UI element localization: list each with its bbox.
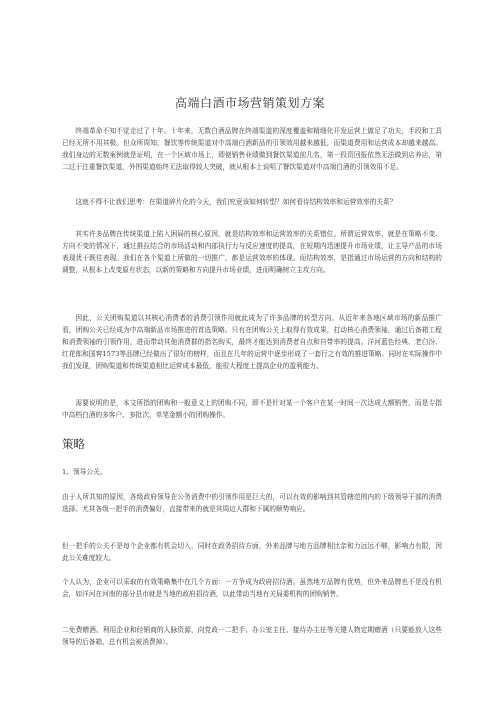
paragraph-intro: 终端革命不知不觉走过了十年。十年来，无数白酒品牌在终端渠道的深度覆盖和精细化开发运营上做足了功夫，手段和工具已经无所不用其极。但众所周知，餐饮等传统渠道对中高端白酒新品的引领效用越来越低，而渠道费用和运营成本却越来越高。我们身边的无数案例就是证明，在一个区域市场上，即便销售业绩做到餐饮渠道前几名，第一段资回报依然无法做到店养店，第二过于注重餐饮渠道，外围渠道始终无法取得较大突破，就从根本上说明了餐饮渠道对中高端白酒的引领效用不足。 <box>62 127 442 171</box>
section-heading: 策略 <box>62 437 85 451</box>
section-paragraph: 但一把手的公关不是每个企业都有机会切入，同时在政务招待方面，外来品牌与地方品牌相比亲和力远远不够，影响力有限，因此公关难度较大。 <box>62 542 442 562</box>
section-paragraph: 个人认为，企业可以采取的有效策略集中在几个方面：一方争成为政府招待酒。虽然地方品牌有优势，但外来品牌也不是没有机会，如洋河在河南的部分县市就是当地的政府招待酒，以此带动当地有关局委机构的团购销售。 <box>62 578 442 598</box>
paragraph-note: 需要说明的是，本文所指的团购和一般意义上的团购不同，即不是针对某一个客户在某一时间一次达成大额销售，而是专指中高档白酒的多客户、多批次、单笔金额小的团购操作。 <box>62 399 442 419</box>
paragraph-efficiency: 其实许多品牌在传统渠道上陷入困局的核心原因，就是结构效率和运营效率的关系错位。所谓运营效率，就是在策略不变、方向不变的情况下，通过推拉结合的市场活动和内部执行力与反应速度的提高，在短期内迅速提升市场业绩，让主导产品的市场表现优于既往表现。我们在各个渠道上所做的一切推广，都是运营效率的体现。而结构效率，是指通过市场运营的方向和结构的调整，从根本上改变原有状态，以新的策略和方向提升市场业绩，进而明确树立主攻方向。 <box>62 230 442 274</box>
paragraph-question: 这就不得不让我们思考：在渠道碎片化的今天，我们究竟该如何转型？如何看待结构效率和运营效率的关系？ <box>75 198 397 206</box>
section-item-heading: 1、领导公关。 <box>62 468 107 476</box>
paragraph-group-purchase: 因此，公关团购渠道以其核心消费者的消费引领作用就此成为了许多品牌的转型方向。从近年来各地区域市场的新品推广看，团购公关已经成为中高端新品市场推进的首选策略。只有在团购公关上取得有效成果，打动核心消费领袖，通过后备箱工程和消费领袖的引领作用，进而带动其他消费群的指名购买，最终才能达到消费者自点和自带率的提高。洋河蓝色经典、老白汾、红花郎和国窖1573等品牌已经做出了很好的榜样，而且在几年的运营中逐步形成了一套行之有效的推进策略。同时在实际操作中我们发现，团购渠道和传统渠道相比运营成本最低，能很大程度上提高企业的盈利能力。 <box>62 314 442 370</box>
section-paragraph: 由于人所共知的原因，各级政府领导在公务消费中的引领作用是巨大的，可以有效的影响到其管辖范围内的下级领导干部的消费选择。尤其各级一把手的消费偏好，直接带来的就是其周边人群和下属的顺势响应。 <box>62 493 442 513</box>
document-title: 高端白酒市场营销策划方案 <box>174 96 325 110</box>
section-paragraph: 二免费赠酒。利用企业和经销商的人脉资源，向党政一二把手、办公室主任、接待办主任等关键人物定期赠酒（只要能放入这些领导的后备箱，总有机会被消费掉）。 <box>62 626 442 646</box>
